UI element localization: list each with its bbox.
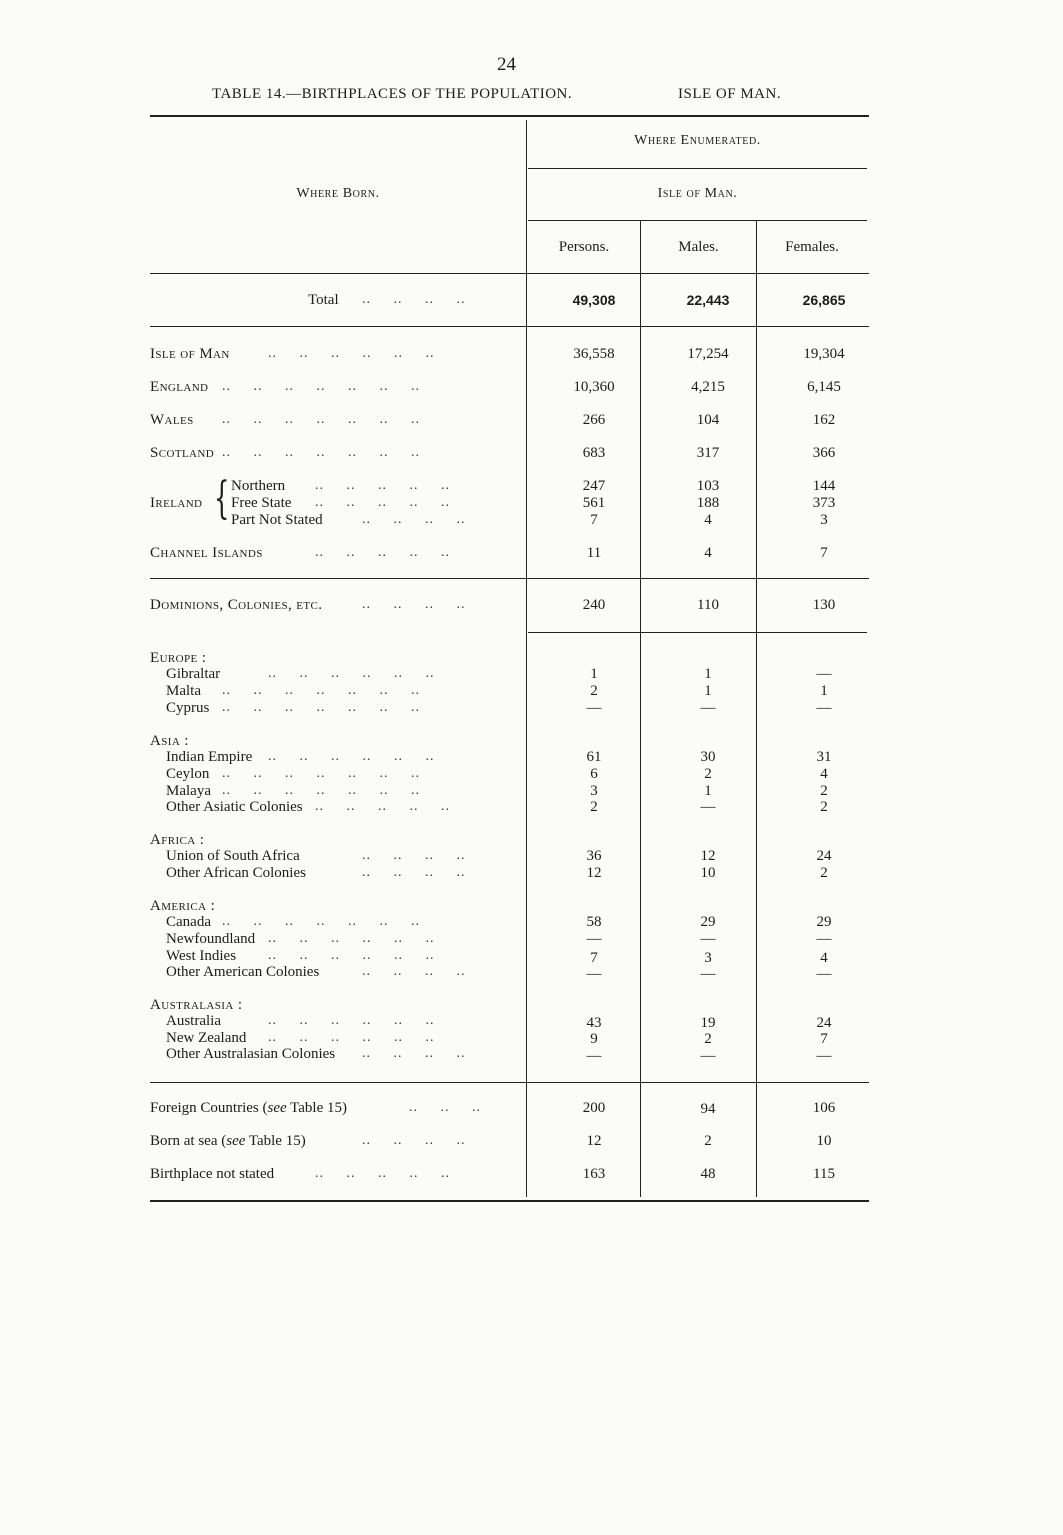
ceylon-males: 2: [704, 766, 712, 782]
row-label-scotland: Scotland: [150, 445, 215, 461]
row-dots: .. .. .. ..: [362, 865, 466, 880]
union-south-africa-males: 12: [700, 848, 716, 864]
not-stated-persons: 163: [582, 1166, 606, 1182]
total-males: 22,443: [686, 292, 730, 308]
west-indies-males: 3: [704, 950, 712, 966]
row-dots: .. .. .. .. .. ..: [268, 1030, 435, 1045]
born-at-sea-males: 2: [704, 1133, 712, 1149]
row-dots: .. .. .. .. ..: [315, 545, 450, 560]
total-females: 26,865: [802, 292, 846, 308]
header-where-born: Where Born.: [296, 186, 380, 201]
rule-under-isle-of-man: [528, 220, 867, 221]
rule-above-dominions: [150, 578, 869, 579]
row-label-channel-islands: Channel Islands: [150, 545, 263, 561]
row-label-not-stated: Birthplace not stated: [150, 1166, 275, 1182]
row-dots: .. .. .. ..: [362, 292, 466, 307]
malta-males: 1: [704, 683, 712, 699]
cyprus-persons: —: [586, 700, 602, 716]
indian-empire-males: 30: [700, 749, 716, 765]
indian-empire-persons: 61: [586, 749, 602, 765]
row-dots: .. .. .. ..: [362, 964, 466, 979]
row-label-other-australasian: Other Australasian Colonies: [166, 1046, 336, 1062]
row-label-gibraltar: Gibraltar: [166, 666, 221, 682]
other-african-males: 10: [700, 865, 716, 881]
cyprus-males: —: [700, 700, 716, 716]
row-dots: .. .. .. ..: [362, 597, 466, 612]
england-males: 4,215: [691, 379, 725, 395]
ireland-brace: {: [214, 473, 230, 524]
row-label-england: England: [150, 379, 209, 395]
union-south-africa-females: 24: [816, 848, 832, 864]
table-region: ISLE OF MAN.: [678, 86, 782, 102]
page-number: 24: [497, 54, 516, 75]
row-dots: .. .. .. .. .. ..: [268, 749, 435, 764]
dominions-males: 110: [697, 597, 719, 613]
row-label-born-at-sea: Born at sea (see Table 15): [150, 1133, 306, 1149]
malaya-persons: 3: [590, 783, 598, 799]
row-dots: .. .. .. .. ..: [315, 799, 450, 814]
row-label-ireland-northern: Northern: [231, 478, 286, 494]
row-dots: .. .. .. ..: [362, 1133, 466, 1148]
row-label-new-zealand: New Zealand: [166, 1030, 247, 1046]
row-dots: .. .. .. .. .. ..: [268, 346, 435, 361]
row-dots: .. .. .. .. .. ..: [268, 1013, 435, 1028]
row-dots: .. .. .. .. ..: [315, 495, 450, 510]
other-asiatic-females: 2: [820, 799, 828, 815]
ireland-free-state-females: 373: [812, 495, 836, 511]
isle-of-man-males: 17,254: [687, 346, 729, 362]
row-label-west-indies: West Indies: [166, 948, 237, 964]
australia-females: 24: [816, 1015, 832, 1031]
newfoundland-persons: —: [586, 931, 602, 947]
other-african-persons: 12: [586, 865, 602, 881]
section-america: America :: [150, 898, 216, 914]
foreign-females: 106: [812, 1100, 836, 1116]
ireland-part-not-stated-females: 3: [820, 512, 828, 528]
rule-under-headers: [150, 273, 869, 274]
row-dots: .. .. .. .. .. ..: [268, 931, 435, 946]
other-australasian-males: —: [700, 1048, 716, 1064]
australia-males: 19: [700, 1015, 716, 1031]
bottom-rule: [150, 1200, 869, 1202]
ireland-northern-persons: 247: [582, 478, 606, 494]
canada-males: 29: [700, 914, 716, 930]
row-dots: .. .. ..: [409, 1100, 481, 1115]
col-divider-females-2: [756, 326, 757, 1197]
row-dots: .. .. .. ..: [362, 512, 466, 527]
section-africa: Africa :: [150, 832, 205, 848]
wales-males: 104: [696, 412, 720, 428]
new-zealand-persons: 9: [590, 1031, 598, 1047]
channel-islands-males: 4: [704, 545, 712, 561]
row-dots: .. .. .. .. .. .. ..: [222, 683, 420, 698]
row-label-total: Total: [308, 292, 339, 308]
malta-persons: 2: [590, 683, 598, 699]
row-label-other-african: Other African Colonies: [166, 865, 306, 881]
union-south-africa-persons: 36: [586, 848, 602, 864]
table-title: TABLE 14.—BIRTHPLACES OF THE POPULATION.: [212, 86, 573, 102]
row-label-dominions: Dominions, Colonies, etc.: [150, 597, 323, 613]
row-dots: .. .. .. .. ..: [315, 1166, 450, 1181]
other-american-males: —: [700, 966, 716, 982]
row-label-ireland: Ireland: [150, 495, 203, 511]
rule-under-dominions: [528, 632, 867, 633]
row-label-ireland-part-not-stated: Part Not Stated: [231, 512, 323, 528]
west-indies-persons: 7: [590, 950, 598, 966]
header-females: Females.: [785, 239, 839, 255]
row-dots: .. .. .. .. .. ..: [268, 666, 435, 681]
australia-persons: 43: [586, 1015, 602, 1031]
row-label-other-american: Other American Colonies: [166, 964, 320, 980]
other-african-females: 2: [820, 865, 828, 881]
row-dots: .. .. .. ..: [362, 1046, 466, 1061]
canada-females: 29: [816, 914, 832, 930]
foreign-persons: 200: [582, 1100, 606, 1116]
foreign-males: 94: [700, 1101, 716, 1117]
col-divider-females: [756, 221, 757, 326]
other-australasian-persons: —: [586, 1048, 602, 1064]
ireland-northern-males: 103: [696, 478, 720, 494]
scotland-females: 366: [812, 445, 836, 461]
row-label-malaya: Malaya: [166, 783, 211, 799]
malaya-males: 1: [704, 783, 712, 799]
isle-of-man-females: 19,304: [803, 346, 845, 362]
gibraltar-persons: 1: [590, 666, 598, 682]
malta-females: 1: [820, 683, 828, 699]
ceylon-females: 4: [820, 766, 828, 782]
row-dots: .. .. .. .. .. .. ..: [222, 700, 420, 715]
row-label-other-asiatic: Other Asiatic Colonies: [166, 799, 303, 815]
row-dots: .. .. .. .. .. .. ..: [222, 379, 420, 394]
row-label-indian-empire: Indian Empire: [166, 749, 253, 765]
ceylon-persons: 6: [590, 766, 598, 782]
malaya-females: 2: [820, 783, 828, 799]
england-persons: 10,360: [573, 379, 615, 395]
row-label-ireland-free-state: Free State: [231, 495, 292, 511]
row-label-wales: Wales: [150, 412, 194, 428]
header-males: Males.: [678, 239, 719, 255]
row-dots: .. .. .. .. ..: [315, 478, 450, 493]
born-at-sea-females: 10: [816, 1133, 832, 1149]
total-persons: 49,308: [572, 292, 616, 308]
section-europe: Europe :: [150, 650, 207, 666]
col-divider-males-2: [640, 326, 641, 1197]
channel-islands-females: 7: [820, 545, 828, 561]
row-dots: .. .. .. .. .. .. ..: [222, 783, 420, 798]
not-stated-males: 48: [700, 1166, 716, 1182]
dominions-females: 130: [812, 597, 836, 613]
section-asia: Asia :: [150, 733, 189, 749]
not-stated-females: 115: [813, 1166, 835, 1182]
row-dots: .. .. .. .. .. .. ..: [222, 445, 420, 460]
scotland-persons: 683: [582, 445, 606, 461]
row-label-cyprus: Cyprus: [166, 700, 210, 716]
row-label-canada: Canada: [166, 914, 211, 930]
row-dots: .. .. .. .. .. .. ..: [222, 412, 420, 427]
wales-persons: 266: [582, 412, 606, 428]
top-rule: [150, 115, 869, 117]
row-label-malta: Malta: [166, 683, 201, 699]
dominions-persons: 240: [582, 597, 606, 613]
rule-under-total: [150, 326, 869, 327]
header-where-enumerated: Where Enumerated.: [634, 133, 761, 148]
gibraltar-males: 1: [704, 666, 712, 682]
west-indies-females: 4: [820, 950, 828, 966]
row-dots: .. .. .. .. .. .. ..: [222, 766, 420, 781]
row-label-ceylon: Ceylon: [166, 766, 210, 782]
indian-empire-females: 31: [816, 749, 832, 765]
row-label-foreign: Foreign Countries (see Table 15): [150, 1100, 347, 1116]
rule-above-foreign: [150, 1082, 869, 1083]
other-australasian-females: —: [816, 1048, 832, 1064]
england-females: 6,145: [807, 379, 841, 395]
cyprus-females: —: [816, 700, 832, 716]
row-label-union-south-africa: Union of South Africa: [166, 848, 300, 864]
col-divider-born: [526, 120, 527, 1197]
canada-persons: 58: [586, 914, 602, 930]
row-dots: .. .. .. .. .. ..: [268, 948, 435, 963]
row-label-australia: Australia: [166, 1013, 221, 1029]
ireland-northern-females: 144: [812, 478, 836, 494]
header-persons: Persons.: [558, 239, 610, 255]
header-isle-of-man: Isle of Man.: [657, 186, 738, 201]
new-zealand-females: 7: [820, 1031, 828, 1047]
row-label-newfoundland: Newfoundland: [166, 931, 256, 947]
channel-islands-persons: 11: [586, 545, 602, 561]
newfoundland-females: —: [816, 931, 832, 947]
wales-females: 162: [812, 412, 836, 428]
isle-of-man-persons: 36,558: [573, 346, 615, 362]
newfoundland-males: —: [700, 931, 716, 947]
row-dots: .. .. .. ..: [362, 848, 466, 863]
col-divider-males: [640, 221, 641, 326]
ireland-free-state-males: 188: [696, 495, 720, 511]
other-asiatic-males: —: [700, 799, 716, 815]
row-dots: .. .. .. .. .. .. ..: [222, 914, 420, 929]
section-australasia: Australasia :: [150, 997, 243, 1013]
other-american-females: —: [816, 966, 832, 982]
other-american-persons: —: [586, 966, 602, 982]
ireland-part-not-stated-males: 4: [704, 512, 712, 528]
ireland-part-not-stated-persons: 7: [590, 512, 598, 528]
other-asiatic-persons: 2: [590, 799, 598, 815]
ireland-free-state-persons: 561: [582, 495, 606, 511]
rule-under-where-enumerated: [528, 168, 867, 169]
row-label-isle-of-man: Isle of Man: [150, 346, 230, 362]
gibraltar-females: —: [816, 666, 832, 682]
scotland-males: 317: [696, 445, 720, 461]
new-zealand-males: 2: [704, 1031, 712, 1047]
born-at-sea-persons: 12: [586, 1133, 602, 1149]
